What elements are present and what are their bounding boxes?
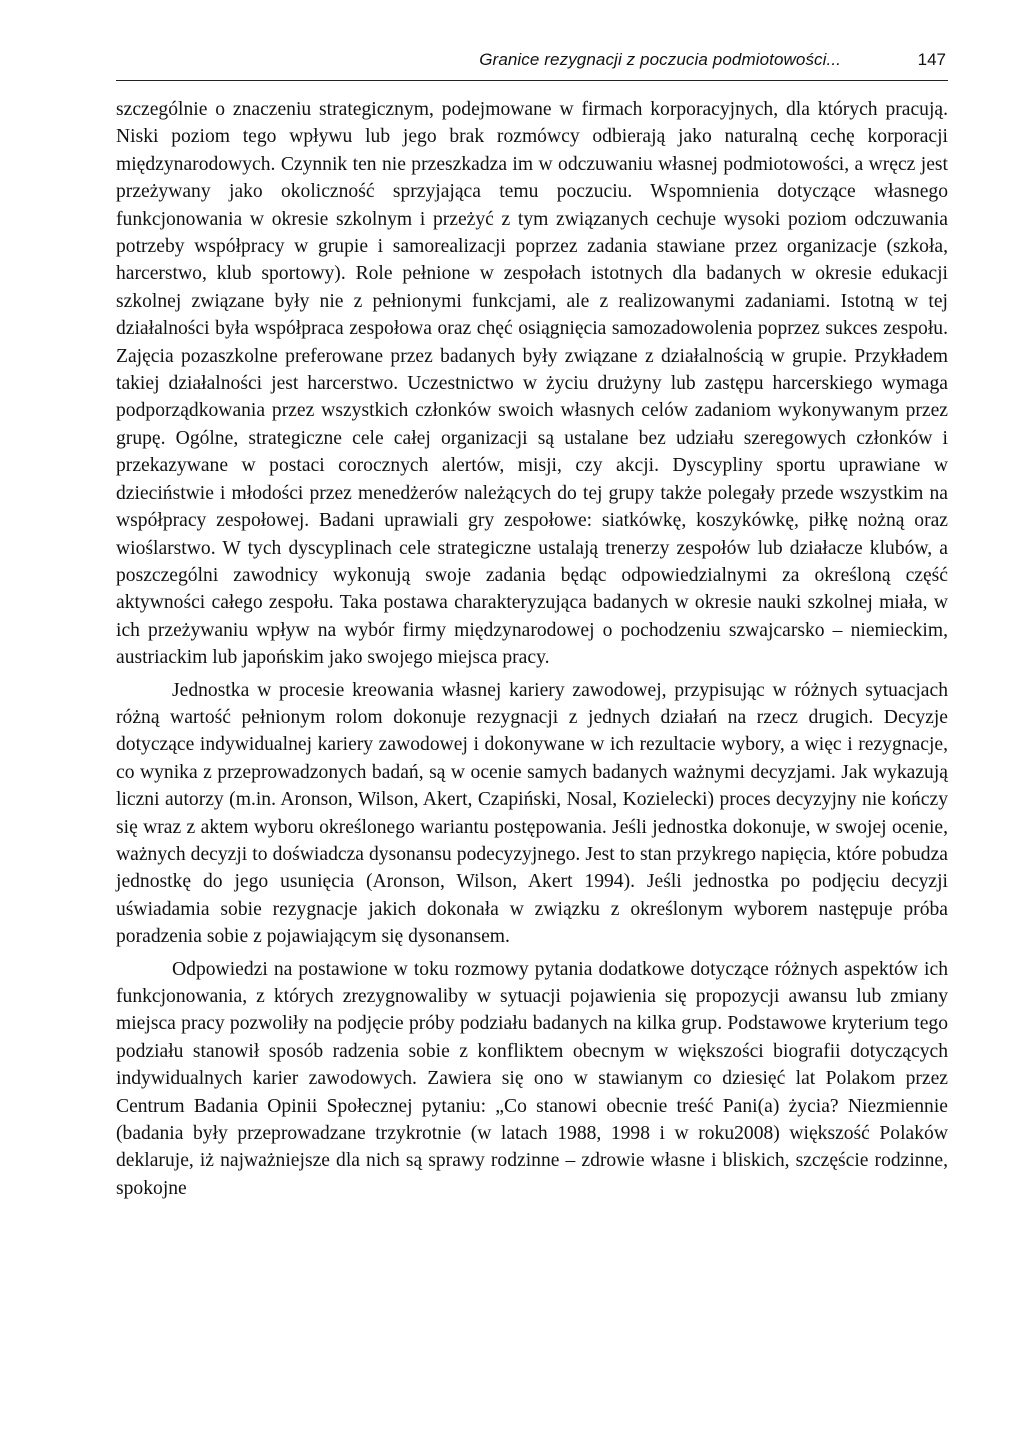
paragraph-decision-process: Jednostka w procesie kreowania własnej kariery zawodowej, przypisując w różnych sytuacjach różną wartość pełnionym rolom dokonuje rezygnacji z jednych działań na rzecz drugich. Decyzje dotyczące indywidualnej kariery zawodowej i dokonywane w ich rezultacie wybory, a więc i rezygnacje, co wynika z przeprowadzonych badań, są w ocenie samych badanych ważnymi decyzjami. Jak wykazują liczni autorzy (m.in. Aronson, Wilson, Akert, Czapiński, Nosal, Kozielecki) proces decyzyjny nie kończy się wraz z aktem wyboru określonego wariantu postępowania. Jeśli jednostka dokonuje, w swojej ocenie, ważnych decyzji to doświadcza dysonansu podecyzyjnego. Jest to stan przykrego napięcia, które pobudza jednostkę do jego usunięcia (Aronson, Wilson, Akert 1994). Jeśli jednostka po podjęciu decyzji uświadamia sobie rezygnacje jakich dokonała w związku z określonym wyborem następuje próba poradzenia sobie z pojawiającym się dysonansem. (116, 679, 948, 948)
running-header (116, 50, 946, 76)
body-text (116, 96, 948, 1202)
paragraph-continued: szczególnie o znaczeniu strategicznym, podejmowane w firmach korporacyjnych, dla których pracują. Niski poziom tego wpływu lub jego brak rozmówcy odbierają jako naturalną cechę korporacji międzynarodowych. Czynnik ten nie przeszkadza im w odczuwaniu własnej podmiotowości, a wręcz jest przeżywany jako okoliczność sprzyjająca temu poczuciu. Wspomnienia dotyczące własnego funkcjonowania w okresie szkolnym i przeżyć z tym związanych cechuje wysoki poziom odczuwania potrzeby współpracy w grupie i samorealizacji poprzez zadania stawiane przez organizacje (szkoła, harcerstwo, klub sportowy). Role pełnione w zespołach istotnych dla badanych w okresie edukacji szkolnej związane były nie z pełnionymi funkcjami, ale z realizowanymi zadaniami. Istotną w tej działalności była współpraca zespołowa oraz chęć osiągnięcia samozadowolenia poprzez sukces zespołu. Zajęcia pozaszkolne preferowane przez badanych były związane z działalnością w grupie. Przykładem takiej działalności jest harcerstwo. Uczestnictwo w życiu drużyny lub zastępu harcerskiego wymaga podporządkowania przez wszystkich członków swoich własnych celów zadaniom wykonywanym przez grupę. Ogólne, strategiczne cele całej organizacji są ustalane bez udziału szeregowych członków i przekazywane w postaci corocznych alertów, misji, czy akcji. Dyscypliny sportu uprawiane w dzieciństwie i młodości przez menedżerów należących do tej grupy także polegały przede wszystkim na współpracy zespołowej. Badani uprawiali gry zespołowe: siatkówkę, koszykówkę, piłkę nożną oraz wioślarstwo. W tych dyscyplinach cele strategiczne ustalają trenerzy zespołów lub działacze klubów, a poszczególni zawodnicy wykonują swoje zadania będąc odpowiedzialnymi za określoną część aktywności całego zespołu. Taka postawa charakteryzująca badanych w okresie nauki szkolnej miała, w ich przeżywaniu wpływ na wybór firmy międzynarodowej o pochodzeniu szwajcarsko – niemieckim, austriackim lub japońskim jako swojego miejsca pracy. (116, 99, 948, 669)
header-rule (116, 80, 948, 81)
paragraph-respondent-groups: Odpowiedzi na postawione w toku rozmowy pytania dodatkowe dotyczące różnych aspektów ich funkcjonowania, z których zrezygnowaliby w sytuacji pojawienia się propozycji awansu lub zmiany miejsca pracy pozwoliły na podjęcie próby podziału badanych na kilka grup. Podstawowe kryterium tego podziału stanowił sposób radzenia sobie z konfliktem obecnym w większości biografii dotyczących indywidualnych karier zawodowych. Zawiera się ono w stawianym co dziesięć lat Polakom przez Centrum Badania Opinii Społecznej pytaniu: „Co stanowi obecnie treść Pani(a) życia? Niezmiennie (badania były przeprowadzane trzykrotnie (w latach 1988, 1998 i w roku2008) większość Polaków deklaruje, iż najważniejsze dla nich są sprawy rodzinne – zdrowie własne i bliskich, szczęście rodzinne, spokojne (116, 958, 948, 1199)
running-title: Granice rezygnacji z poczucia podmiotowości... (479, 50, 841, 69)
page-number: 147 (917, 50, 946, 69)
